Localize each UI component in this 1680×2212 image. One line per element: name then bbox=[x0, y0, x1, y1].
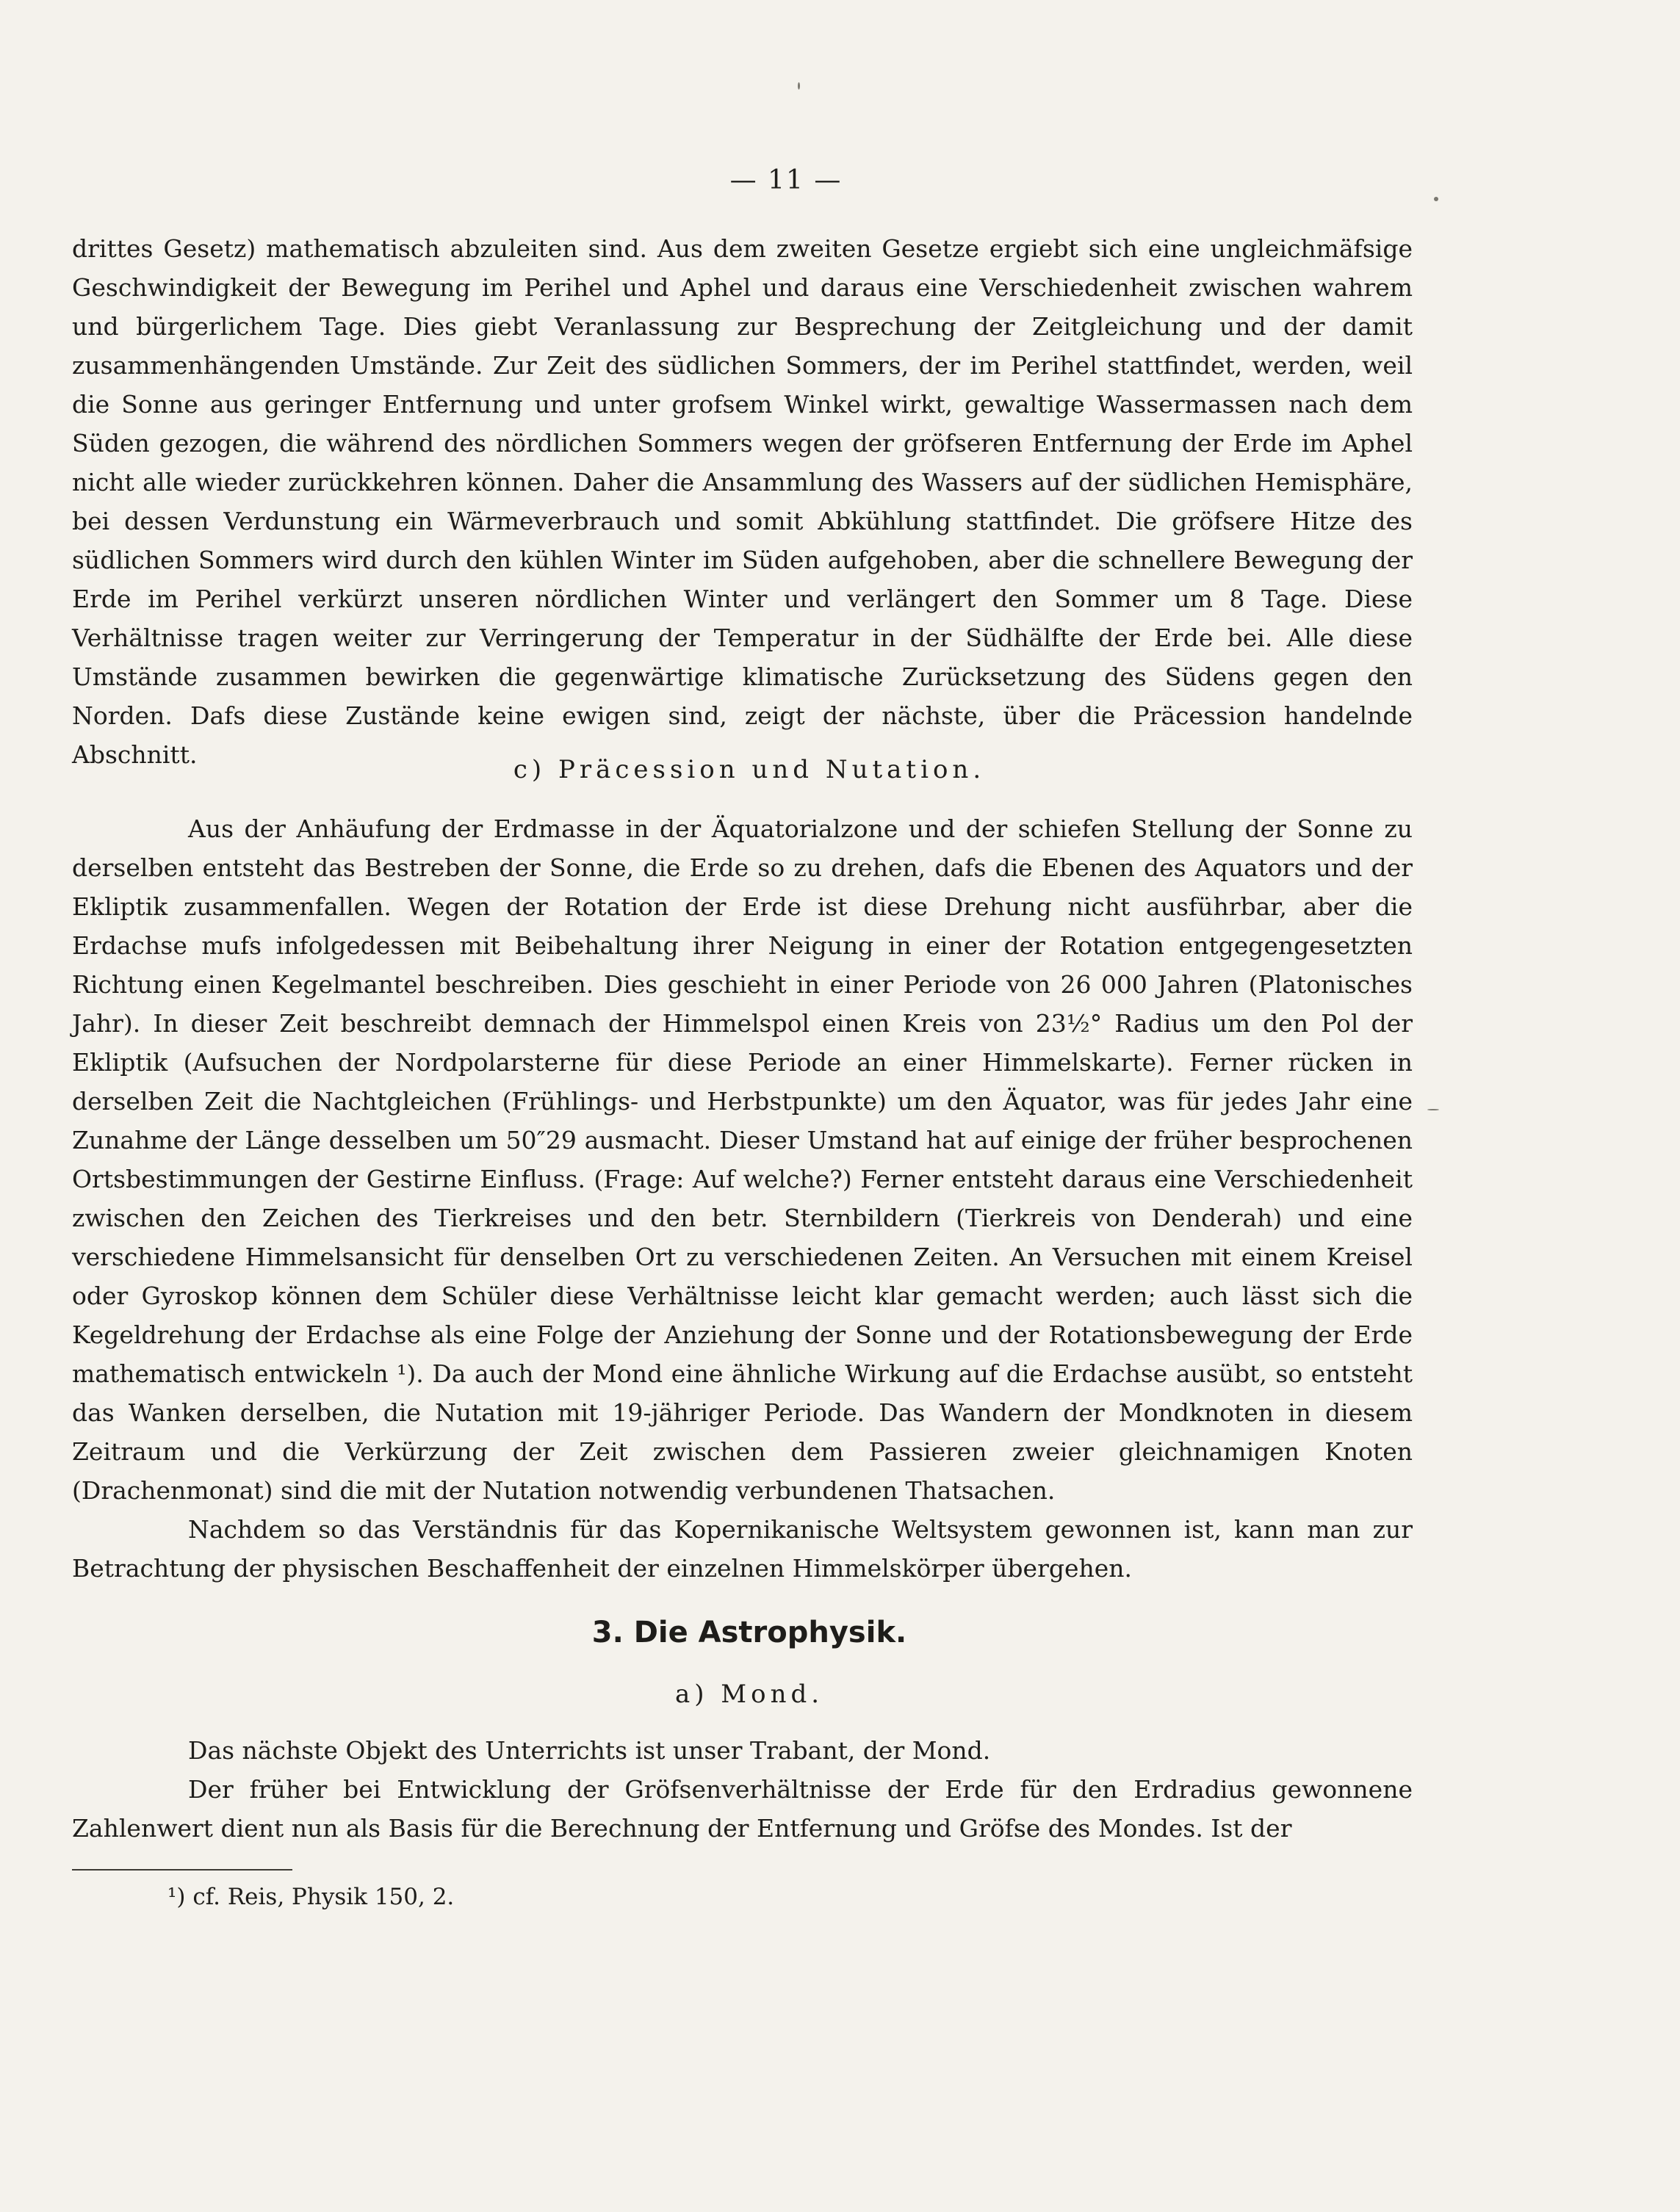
paragraph: Nachdem so das Verständnis für das Kopernikanische Weltsystem gewonnen ist, kann man zur Betrachtung der physischen Beschaffenheit der einzelnen Himmelskörper übergehen. bbox=[72, 1515, 1413, 1583]
paragraph: Das nächste Objekt des Unterrichts ist unser Trabant, der Mond. bbox=[188, 1736, 991, 1765]
text-block-kepler bbox=[72, 229, 1413, 774]
section-heading-moon: a) Mond. bbox=[674, 1680, 824, 1709]
scan-speck bbox=[1427, 1109, 1439, 1110]
footnote: ¹) cf. Reis, Physik 150, 2. bbox=[167, 1884, 455, 1910]
text-block-moon bbox=[72, 1731, 1413, 1848]
text-block-precession bbox=[72, 809, 1413, 1588]
paragraph: Aus der Anhäufung der Erdmasse in der Äquatorialzone und der schiefen Stellung der Sonne zu derselben entsteht das Bestreben der Sonne, die Erde so zu drehen, dafs die Ebenen des Aquators und der Ekliptik zusammenfallen. Wegen der Rotation der Erde ist diese Drehung nicht ausführbar, aber die Erdachse mufs infolgedessen mit Beibehaltung ihrer Neigung in einer der Rotation entgegengesetzten Richtung einen Kegelmantel beschreiben. Dies geschieht in einer Periode von 26 000 Jahren (Platonisches Jahr). In dieser Zeit beschreibt demnach der Himmelspol einen Kreis von 23½° Radius um den Pol der Ekliptik (Aufsuchen der Nordpolarsterne für diese Periode an einer Himmelskarte). Ferner rücken in derselben Zeit die Nachtgleichen (Frühlings- und Herbstpunkte) um den Äquator, was für jedes Jahr eine Zunahme der Länge desselben um 50″29 ausmacht. Dieser Umstand hat auf einige der früher besprochenen Ortsbestimmungen der Gestirne Einfluss. (Frage: Auf welche?) Ferner entsteht daraus eine Verschiedenheit zwischen den Zeichen des Tierkreises und den betr. Sternbildern (Tierkreis von Denderah) und eine verschiedene Himmelsansicht für denselben Ort zu verschiedenen Zeiten. An Versuchen mit einem Kreisel oder Gyroskop können dem Schüler diese Verhältnisse leicht klar gemacht werden; auch lässt sich die Kegeldrehung der Erdachse als eine Folge der Anziehung der Sonne und der Rotationsbewegung der Erde mathematisch entwickeln ¹). Da auch der Mond eine ähnliche Wirkung auf die Erdachse ausübt, so entsteht das Wanken derselben, die Nutation mit 19-jähriger Periode. Das Wandern der Mondknoten in diesem Zeitraum und die Verkürzung der Zeit zwischen dem Passieren zweier gleichnamigen Knoten (Drachenmonat) sind die mit der Nutation notwendig verbundenen Thatsachen. bbox=[72, 814, 1413, 1505]
page-number: — 11 — bbox=[729, 165, 843, 195]
paragraph: Der früher bei Entwicklung der Gröfsenverhältnisse der Erde für den Erdradius gewonnene Zahlenwert dient nun als Basis für die Berechnung der Entfernung und Gröfse des Mondes. Ist der bbox=[72, 1775, 1413, 1843]
footnote-divider bbox=[72, 1869, 292, 1871]
chapter-heading-astrophysics: 3. Die Astrophysik. bbox=[591, 1616, 907, 1649]
scan-speck bbox=[798, 82, 800, 90]
section-heading-precession: c) Präcession und Nutation. bbox=[513, 755, 986, 784]
paragraph: drittes Gesetz) mathematisch abzuleiten sind. Aus dem zweiten Gesetze ergiebt sich eine ungleichmäfsige Geschwindigkeit der Bewegung im Perihel und Aphel und daraus eine Verschiedenheit zwischen wahrem und bürgerlichem Tage. Dies giebt Veranlassung zur Besprechung der Zeitgleichung und der damit zusammenhängenden Umstände. Zur Zeit des südlichen Sommers, der im Perihel stattfindet, werden, weil die Sonne aus geringer Entfernung und unter grofsem Winkel wirkt, gewaltige Wassermassen nach dem Süden gezogen, die während des nördlichen Sommers wegen der gröfseren Entfernung der Erde im Aphel nicht alle wieder zurückkehren können. Daher die Ansammlung des Wassers auf der südlichen Hemisphäre, bei dessen Verdunstung ein Wärmeverbrauch und somit Abkühlung stattfindet. Die gröfsere Hitze des südlichen Sommers wird durch den kühlen Winter im Süden aufgehoben, aber die schnellere Bewegung der Erde im Perihel verkürzt unseren nördlichen Winter und verlängert den Sommer um 8 Tage. Diese Verhältnisse tragen weiter zur Verringerung der Temperatur in der Südhälfte der Erde bei. Alle diese Umstände zusammen bewirken die gegenwärtige klimatische Zurücksetzung des Südens gegen den Norden. Dafs diese Zustände keine ewigen sind, zeigt der nächste, über die Präcession handelnde Abschnitt. bbox=[72, 234, 1413, 769]
scan-speck bbox=[1434, 197, 1438, 201]
